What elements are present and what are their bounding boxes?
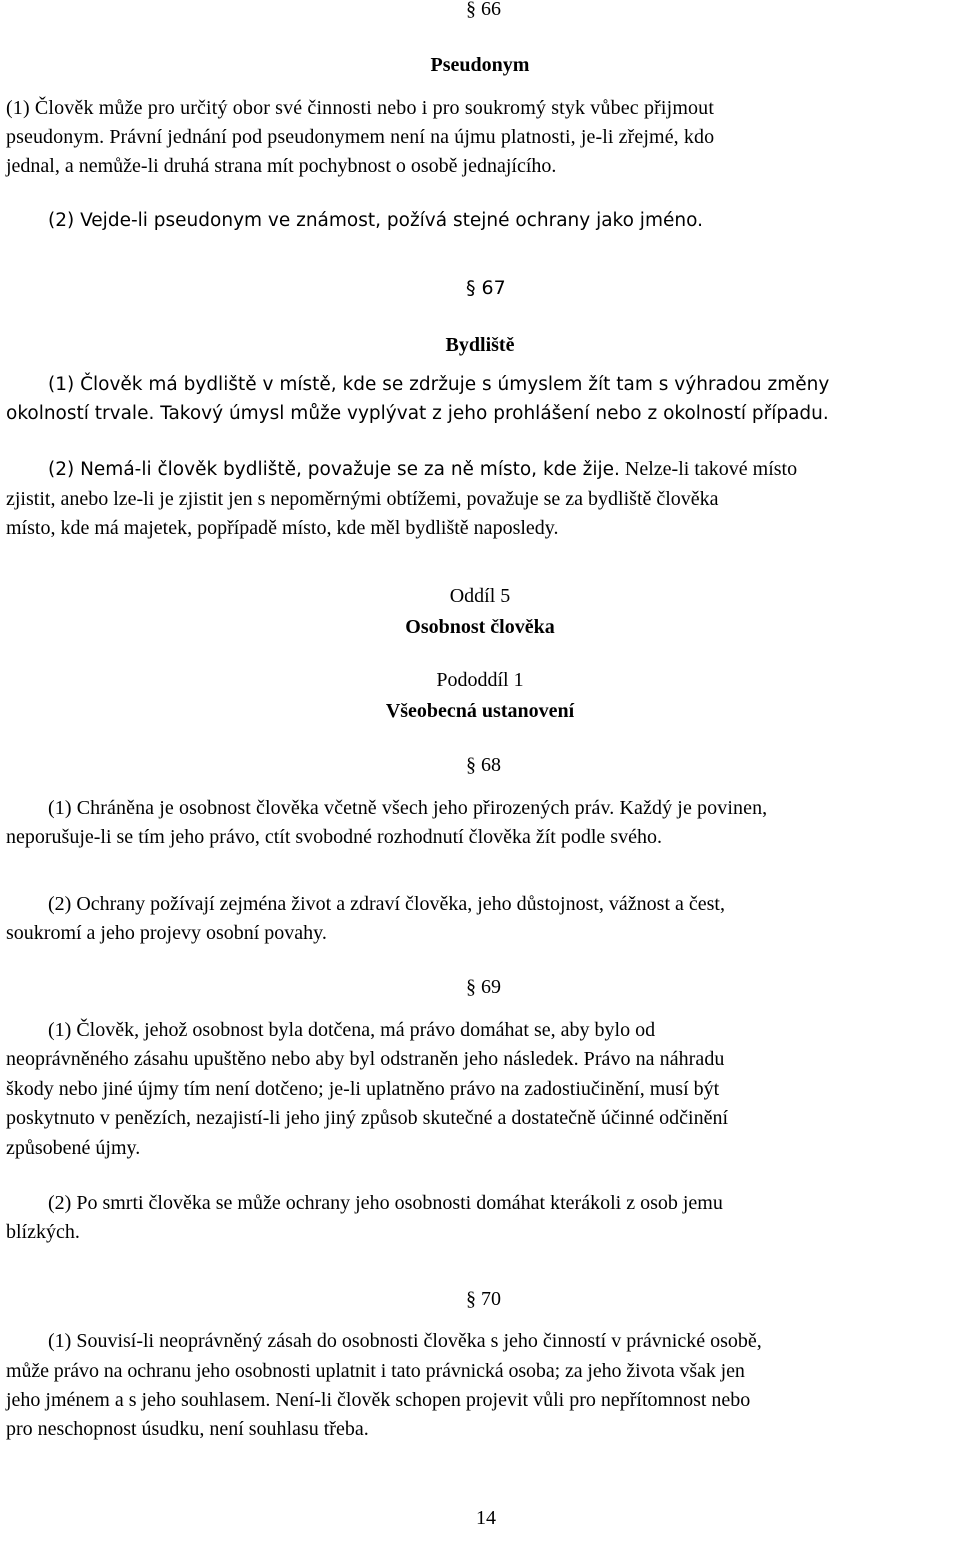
section-67-line: zjistit, anebo lze-li je zjistit jen s nepoměrnými obtížemi, považuje se za bydliště člověka — [6, 488, 719, 510]
section-66-line: jednal, a nemůže-li druhá strana mít pochybnost o osobě jednajícího. — [6, 155, 557, 177]
section-67-line: okolností trvale. Takový úmysl může vyplývat z jeho prohlášení nebo z okolností případu. — [6, 403, 829, 424]
section-67-line-start — [48, 454, 797, 484]
section-70-line: může právo na ochranu jeho osobnosti uplatnit i tato právnická osoba; za jeho života však jen — [6, 1360, 745, 1382]
page-number: 14 — [476, 1507, 496, 1529]
section-68-line: (1) Chráněna je osobnost člověka včetně všech jeho přirozených práv. Každý je povinen, — [48, 797, 768, 819]
subdivision-label: Pododdíl 1 — [436, 669, 524, 691]
section-68-number: § 68 — [466, 754, 501, 776]
division-label: Oddíl 5 — [449, 585, 511, 607]
section-66-line: (2) Vejde-li pseudonym ve známost, požívá stejné ochrany jako jméno. — [48, 210, 703, 231]
section-69-line: blízkých. — [6, 1221, 80, 1243]
section-66-number: § 66 — [466, 0, 501, 20]
section-70-line: (1) Souvisí-li neoprávněný zásah do osobnosti člověka s jeho činností v právnické osobě, — [48, 1330, 762, 1352]
section-67-number: § 67 — [466, 277, 506, 299]
subdivision-title: Všeobecná ustanovení — [385, 700, 575, 722]
section-66-title: Pseudonym — [430, 54, 530, 76]
division-title: Osobnost člověka — [405, 616, 555, 638]
section-70-line: pro neschopnost úsudku, není souhlasu třeba. — [6, 1418, 369, 1440]
section-68-line: neporušuje-li se tím jeho právo, ctít svobodné rozhodnutí člověka žít podle svého. — [6, 826, 662, 848]
section-67-line: (1) Člověk má bydliště v místě, kde se zdržuje s úmyslem žít tam s výhradou změny — [48, 374, 830, 395]
section-67-line-part: Nelze-li takové místo — [619, 458, 798, 480]
section-67-line: místo, kde má majetek, popřípadě místo, kde měl bydliště naposledy. — [6, 517, 559, 539]
section-70-line: jeho jménem a s jeho souhlasem. Není-li člověk schopen projevit vůli pro nepřítomnost nebo — [6, 1389, 751, 1411]
section-69-line: (1) Člověk, jehož osobnost byla dotčena, má právo domáhat se, aby bylo od — [48, 1019, 656, 1041]
section-70-number: § 70 — [466, 1288, 501, 1310]
section-67-title: Bydliště — [445, 334, 515, 356]
section-69-number: § 69 — [466, 976, 501, 998]
section-69-line: škody nebo jiné újmy tím není dotčeno; je-li uplatněno právo na zadostiučinění, musí být — [6, 1078, 720, 1100]
section-69-line: poskytnuto v penězích, nezajistí-li jeho jiný způsob skutečné a dostatečně účinné odčinění — [6, 1107, 729, 1129]
section-66-line: pseudonym. Právní jednání pod pseudonymem není na újmu platnosti, je-li zřejmé, kdo — [6, 126, 715, 148]
section-66-line: (1) Člověk může pro určitý obor své činnosti nebo i pro soukromý styk vůbec přijmout — [6, 97, 715, 119]
section-67-line-part: (2) Nemá-li člověk bydliště, považuje se za ně místo, kde žije. — [48, 459, 620, 480]
section-69-line: (2) Po smrti člověka se může ochrany jeho osobnosti domáhat kterákoli z osob jemu — [48, 1192, 723, 1214]
section-69-line: neoprávněného zásahu upuštěno nebo aby byl odstraněn jeho následek. Právo na náhradu — [6, 1048, 725, 1070]
section-68-line: soukromí a jeho projevy osobní povahy. — [6, 922, 327, 944]
section-69-line: způsobené újmy. — [6, 1137, 141, 1159]
section-68-line: (2) Ochrany požívají zejména život a zdraví člověka, jeho důstojnost, vážnost a čest, — [48, 893, 725, 915]
